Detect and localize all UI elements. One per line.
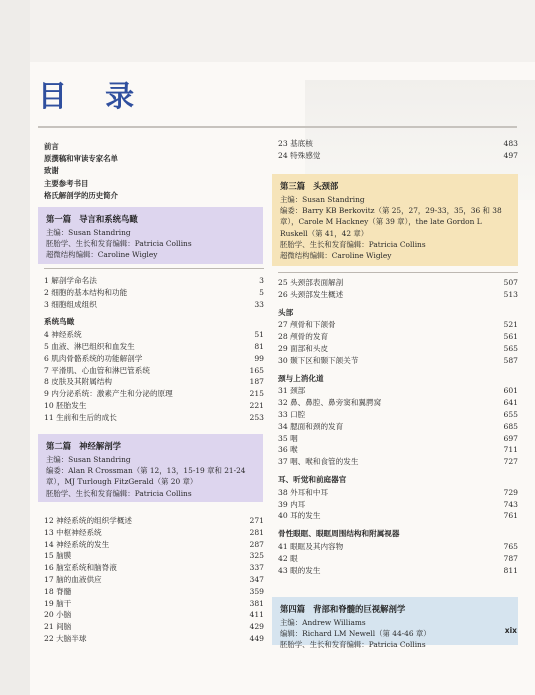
part-title: 第二篇 神经解剖学 <box>46 441 121 451</box>
toc-entry[interactable]: 43 眼的发生 811 <box>278 565 518 575</box>
toc-entry[interactable]: 37 咽、喉和食管的发生 727 <box>278 457 518 467</box>
section-heading: 颈与上消化道 <box>278 373 324 383</box>
part3-chapter-list <box>278 277 518 576</box>
toc-entry[interactable]: 27 颅骨和下颌骨 521 <box>278 320 518 330</box>
toc-entry[interactable]: 26 头颈部发生概述 513 <box>278 289 518 299</box>
part1-chapter-list <box>44 275 264 424</box>
part-editor-line: 胚胎学、生长和发育编辑：Patricia Collins <box>280 239 426 249</box>
toc-entry[interactable]: 24 特殊感觉 497 <box>278 150 518 160</box>
section-heading: 骨性眼眶、眼眶周围结构和附属视器 <box>278 529 400 539</box>
toc-entry[interactable]: 12 神经系统的组织学概述 271 <box>44 516 264 525</box>
part-editor-line: 编委：Alan R Crossman（第 12，13，15-19 章和 21-24 章），MJ Turlough FitzGerald（第 20 章） <box>46 466 246 487</box>
part-editor-line: 编辑：Richard LM Newell（第 44-46 章） <box>280 629 431 639</box>
toc-entry[interactable]: 38 外耳和中耳 729 <box>278 487 518 497</box>
part-editor-line: 胚胎学、生长和发育编辑：Patricia Collins <box>46 239 192 249</box>
part3-header <box>272 174 518 266</box>
part-editor-line: 胚胎学、生长和发育编辑：Patricia Collins <box>46 488 192 498</box>
divider <box>278 272 518 273</box>
part-editor-line: 主编：Susan Standring <box>280 195 365 204</box>
top-band <box>0 0 535 62</box>
page-title: 目 录 <box>38 79 149 113</box>
part-title: 第四篇 背部和脊髓的巨视解剖学 <box>280 604 406 614</box>
toc-entry[interactable]: 30 颞下区和颞下颌关节 587 <box>278 355 518 365</box>
toc-entry[interactable]: 35 咽 697 <box>278 433 518 443</box>
part-editor-line: 编委：Barry KB Berkovitz（第 25，27，29-33，35，36 和 38 章），Carole M Hackney（第 39 章），the late Gordon L Ruskell（第 41，42 章） <box>280 206 502 238</box>
part2-chapter-list <box>44 515 264 645</box>
toc-entry[interactable]: 15 脑膜 325 <box>44 551 264 561</box>
part-editor-line: 主编：Susan Standring <box>46 228 131 237</box>
toc-entry[interactable]: 11 生前和生后的成长 253 <box>44 412 264 422</box>
toc-entry[interactable]: 3 细胞组成组织 33 <box>44 299 264 309</box>
toc-entry[interactable]: 14 神经系统的发生 287 <box>44 539 264 549</box>
toc-entry[interactable]: 6 肌肉骨骼系统的功能解剖学 99 <box>44 353 264 363</box>
part-title: 第一篇 导言和系统鸟瞰 <box>46 214 138 224</box>
toc-entry[interactable]: 31 颈部 601 <box>278 386 518 396</box>
toc-entry[interactable]: 28 颅骨的发育 561 <box>278 332 518 342</box>
toc-entry[interactable]: 39 内耳 743 <box>278 499 518 509</box>
part-title: 第三篇 头颈部 <box>280 181 339 191</box>
toc-entry[interactable]: 10 胚胎发生 221 <box>44 400 264 410</box>
toc-entry[interactable]: 32 鼻、鼻腔、鼻旁窦和翼腭窝 641 <box>278 398 518 408</box>
toc-entry[interactable]: 29 面部和头皮 565 <box>278 343 518 353</box>
section-heading: 系统鸟瞰 <box>44 317 75 327</box>
part-editor-line: 超微结构编辑：Caroline Wigley <box>46 250 158 260</box>
page-number: xix <box>504 626 517 635</box>
part-editor-line: 超微结构编辑：Caroline Wigley <box>280 251 392 261</box>
front-matter-list <box>44 141 264 202</box>
toc-entry[interactable]: 23 基底核 483 <box>278 139 518 148</box>
toc-entry[interactable]: 13 中枢神经系统 281 <box>44 527 264 537</box>
toc-entry[interactable]: 20 小脑 411 <box>44 610 264 620</box>
toc-entry[interactable]: 9 内分泌系统：激素产生和分泌的原理 215 <box>44 389 264 399</box>
divider <box>44 268 264 269</box>
part-editor-line: 主编：Andrew Williams <box>280 618 366 627</box>
toc-entry[interactable]: 22 大脑半球 449 <box>44 633 264 643</box>
part4-header <box>272 597 518 650</box>
toc-entry[interactable]: 19 脑干 381 <box>44 598 264 608</box>
front-matter-item: 前言 <box>44 142 59 151</box>
toc-entry[interactable]: 42 眼 787 <box>278 553 518 563</box>
left-margin-shadow <box>0 0 30 695</box>
front-matter-item: 主要参考书目 <box>44 178 89 188</box>
part1-header <box>38 207 263 264</box>
toc-entry[interactable]: 34 腮面和颈的发育 685 <box>278 421 518 431</box>
front-matter-item: 致谢 <box>44 166 59 176</box>
section-heading: 头部 <box>278 307 294 317</box>
toc-entry[interactable]: 8 皮肤及其附属结构 187 <box>44 377 264 387</box>
part2-header <box>38 434 263 502</box>
part-editor-line: 主编：Susan Standring <box>46 455 131 464</box>
toc-entry[interactable]: 5 血液、淋巴组织和血发生 81 <box>44 341 264 351</box>
front-matter-item: 格氏解剖学的历史简介 <box>44 190 118 200</box>
title-rule <box>38 126 517 128</box>
part-editor-line: 胚胎学、生长和发育编辑：Patricia Collins <box>280 640 426 650</box>
toc-entry[interactable]: 33 口腔 655 <box>278 409 518 419</box>
toc-entry[interactable]: 4 神经系统 51 <box>44 330 264 340</box>
toc-entry[interactable]: 2 细胞的基本结构和功能 5 <box>44 287 264 297</box>
toc-entry[interactable]: 17 脑的血液供应 347 <box>44 574 264 584</box>
section-heading: 耳、听觉和前庭器官 <box>278 474 347 484</box>
toc-entry[interactable]: 40 耳的发生 761 <box>278 511 518 521</box>
toc-entry[interactable]: 41 眼眶及其内容物 765 <box>278 541 518 551</box>
toc-entry[interactable]: 36 喉 711 <box>278 445 518 455</box>
right-top-list <box>278 138 518 162</box>
toc-entry[interactable]: 1 解剖学命名法 3 <box>44 276 264 285</box>
toc-entry[interactable]: 18 脊髓 359 <box>44 586 264 596</box>
toc-entry[interactable]: 25 头颈部表面解剖 507 <box>278 278 518 287</box>
toc-entry[interactable]: 21 间脑 429 <box>44 622 264 632</box>
toc-entry[interactable]: 16 脑室系统和脑脊液 337 <box>44 563 264 573</box>
toc-entry[interactable]: 7 平滑肌、心血管和淋巴管系统 165 <box>44 365 264 375</box>
front-matter-item: 原撰稿和审读专家名单 <box>44 154 118 164</box>
